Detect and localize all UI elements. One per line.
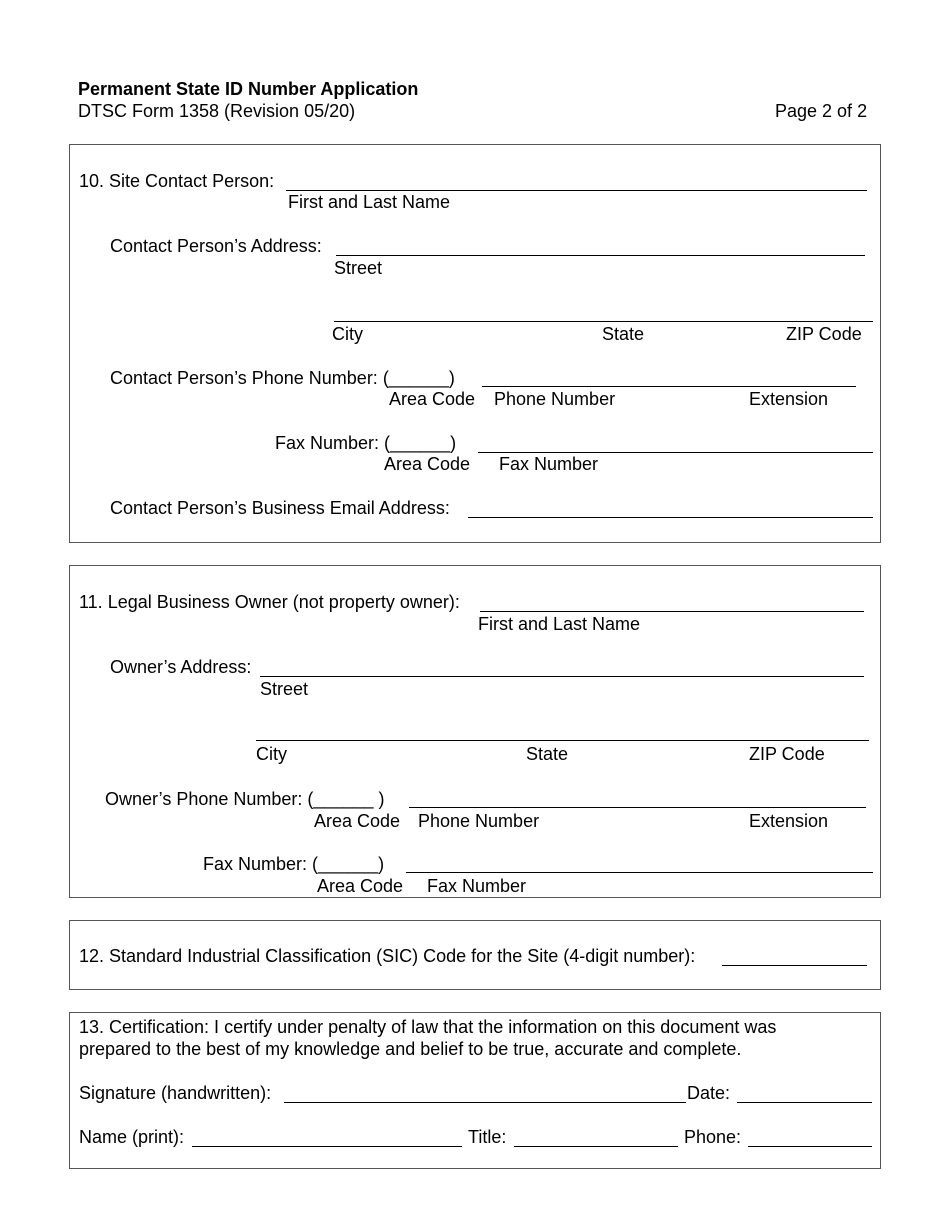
state-caption: State xyxy=(602,324,645,344)
owner-phone-number-caption: Phone Number xyxy=(418,811,540,831)
contact-phone-field[interactable] xyxy=(482,386,856,387)
cert-phone-field[interactable] xyxy=(748,1146,872,1147)
phone-number-caption: Phone Number xyxy=(494,389,616,409)
owner-fax-label[interactable]: Fax Number: (______) xyxy=(203,854,385,874)
street-caption: Street xyxy=(334,258,383,278)
certification-line-2: prepared to the best of my knowledge and belief to be true, accurate and complete. xyxy=(79,1039,742,1059)
contact-fax-field[interactable] xyxy=(478,452,873,453)
form-number: DTSC Form 1358 (Revision 05/20) xyxy=(78,101,356,121)
contact-street-field[interactable] xyxy=(336,255,865,256)
title-label: Title: xyxy=(468,1127,507,1147)
owner-street-caption: Street xyxy=(260,679,309,699)
certification-line-1: 13. Certification: I certify under penalty of law that the information on this document was xyxy=(79,1017,777,1037)
owner-area-code-caption: Area Code xyxy=(314,811,401,831)
name-caption: First and Last Name xyxy=(288,192,451,212)
page-number: Page 2 of 2 xyxy=(775,101,868,121)
section-13-box xyxy=(69,1012,881,1169)
date-label: Date: xyxy=(687,1083,731,1103)
section-11-box xyxy=(69,565,881,898)
cert-phone-label: Phone: xyxy=(684,1127,742,1147)
owner-zip-caption: ZIP Code xyxy=(749,744,825,764)
area-code-caption: Area Code xyxy=(389,389,476,409)
owner-phone-label[interactable]: Owner’s Phone Number: (______ ) xyxy=(105,789,385,809)
print-name-field[interactable] xyxy=(192,1146,462,1147)
zip-caption: ZIP Code xyxy=(786,324,862,344)
site-contact-name-field[interactable] xyxy=(286,190,867,191)
owner-phone-field[interactable] xyxy=(409,807,866,808)
business-owner-name-field[interactable] xyxy=(480,611,864,612)
owner-fax-field[interactable] xyxy=(406,872,873,873)
owner-extension-caption: Extension xyxy=(749,811,829,831)
section-12-box xyxy=(69,920,881,990)
owner-city-state-zip-field[interactable] xyxy=(256,740,869,741)
contact-city-state-zip-field[interactable] xyxy=(334,321,873,322)
section-10-box xyxy=(69,144,881,543)
extension-caption: Extension xyxy=(749,389,829,409)
owner-street-field[interactable] xyxy=(260,676,864,677)
date-field[interactable] xyxy=(737,1102,872,1103)
form-title: Permanent State ID Number Application xyxy=(78,79,419,99)
sic-code-field[interactable] xyxy=(722,965,867,966)
contact-address-label: Contact Person’s Address: xyxy=(110,236,322,256)
city-caption: City xyxy=(332,324,363,344)
signature-label: Signature (handwritten): xyxy=(79,1083,272,1103)
fax-number-caption: Fax Number xyxy=(499,454,599,474)
owner-fax-number-caption: Fax Number xyxy=(427,876,527,896)
owner-fax-area-code-caption: Area Code xyxy=(317,876,404,896)
site-contact-label: 10. Site Contact Person: xyxy=(79,171,275,191)
signature-field[interactable] xyxy=(284,1102,686,1103)
owner-city-caption: City xyxy=(256,744,287,764)
contact-phone-label[interactable]: Contact Person’s Phone Number: (______) xyxy=(110,368,455,388)
sic-code-label: 12. Standard Industrial Classification (SIC) Code for the Site (4-digit number): xyxy=(79,946,696,966)
owner-address-label: Owner’s Address: xyxy=(110,657,252,677)
owner-name-caption: First and Last Name xyxy=(478,614,641,634)
fax-area-code-caption: Area Code xyxy=(384,454,471,474)
title-field[interactable] xyxy=(514,1146,678,1147)
print-name-label: Name (print): xyxy=(79,1127,185,1147)
contact-email-label: Contact Person’s Business Email Address: xyxy=(110,498,450,518)
contact-email-field[interactable] xyxy=(468,517,873,518)
owner-state-caption: State xyxy=(526,744,569,764)
contact-fax-label[interactable]: Fax Number: (______) xyxy=(275,433,457,453)
business-owner-label: 11. Legal Business Owner (not property owner): xyxy=(79,592,460,612)
